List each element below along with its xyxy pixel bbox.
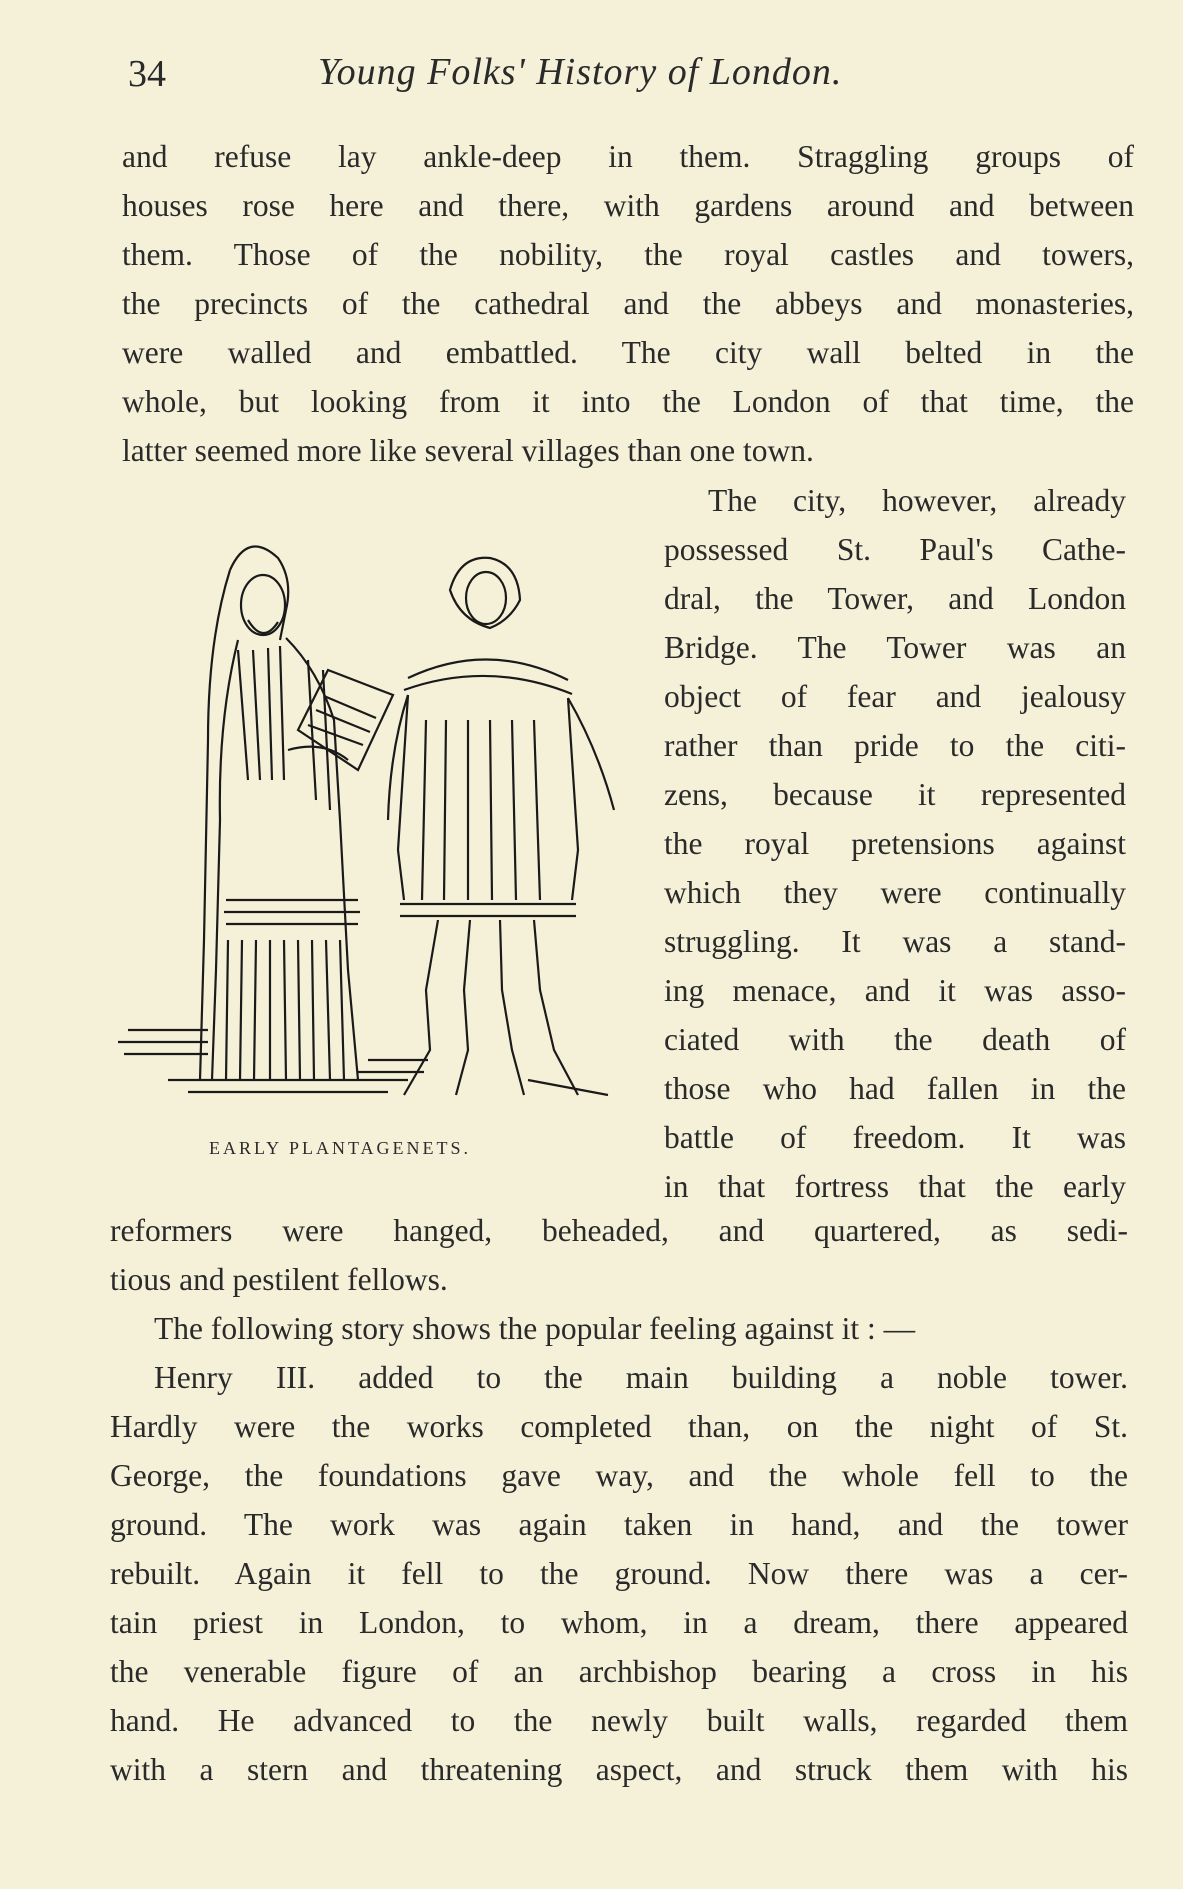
paragraph-2-continued	[110, 1206, 1128, 1304]
page-number: 34	[128, 53, 166, 95]
text-line: hand. He advanced to the newly built walls, regarded them	[110, 1703, 1128, 1738]
text-line: the precincts of the cathedral and the abbeys and monasteries,	[122, 286, 1134, 321]
text-line: rather than pride to the citi-	[664, 728, 1126, 763]
text-line: ciated with the death of	[664, 1022, 1126, 1057]
paragraph-3-4	[110, 1304, 1128, 1794]
text-line: The following story shows the popular feeling against it : —	[154, 1311, 916, 1346]
paragraph-1	[122, 132, 1134, 475]
text-line: and refuse lay ankle-deep in them. Straggling groups of	[122, 139, 1134, 174]
paragraph-2-wrapped	[664, 476, 1126, 1211]
text-line: with a stern and threatening aspect, and struck them with his	[110, 1752, 1128, 1787]
text-line: those who had fallen in the	[664, 1071, 1126, 1106]
text-line: rebuilt. Again it fell to the ground. Now there was a cer-	[110, 1556, 1128, 1591]
text-line: latter seemed more like several villages than one town.	[122, 433, 814, 468]
text-line: Henry III. added to the main building a noble tower.	[154, 1360, 1128, 1395]
text-line: whole, but looking from it into the London of that time, the	[122, 384, 1134, 419]
text-line: Bridge. The Tower was an	[664, 630, 1126, 665]
figure-caption: EARLY PLANTAGENETS.	[208, 1138, 472, 1158]
text-line: zens, because it represented	[664, 777, 1126, 812]
text-line: possessed St. Paul's Cathe-	[664, 532, 1126, 567]
text-line: were walled and embattled. The city wall belted in the	[122, 335, 1134, 370]
text-line: ing menace, and it was asso-	[664, 973, 1126, 1008]
text-line: dral, the Tower, and London	[664, 581, 1126, 616]
running-title: Young Folks' History of London.	[318, 51, 843, 93]
text-line: The city, however, already	[708, 483, 1126, 518]
woodcut-figures	[108, 520, 628, 1120]
text-line: houses rose here and there, with gardens around and between	[122, 188, 1134, 223]
text-line: object of fear and jealousy	[664, 679, 1126, 714]
text-line: tain priest in London, to whom, in a dream, there appeared	[110, 1605, 1128, 1640]
running-header	[0, 42, 1183, 102]
text-line: which they were continually	[664, 875, 1126, 910]
text-line: George, the foundations gave way, and the whole fell to the	[110, 1458, 1128, 1493]
text-line: the venerable figure of an archbishop bearing a cross in his	[110, 1654, 1128, 1689]
text-line: in that fortress that the early	[664, 1169, 1126, 1204]
text-line: ground. The work was again taken in hand, and the tower	[110, 1507, 1128, 1542]
text-line: them. Those of the nobility, the royal castles and towers,	[122, 237, 1134, 272]
text-line: battle of freedom. It was	[664, 1120, 1126, 1155]
illustration-early-plantagenets	[108, 520, 628, 1120]
text-line: the royal pretensions against	[664, 826, 1126, 861]
text-line: Hardly were the works completed than, on the night of St.	[110, 1409, 1128, 1444]
text-line: struggling. It was a stand-	[664, 924, 1126, 959]
text-line: reformers were hanged, beheaded, and quartered, as sedi-	[110, 1213, 1128, 1248]
text-line: tious and pestilent fellows.	[110, 1262, 448, 1297]
